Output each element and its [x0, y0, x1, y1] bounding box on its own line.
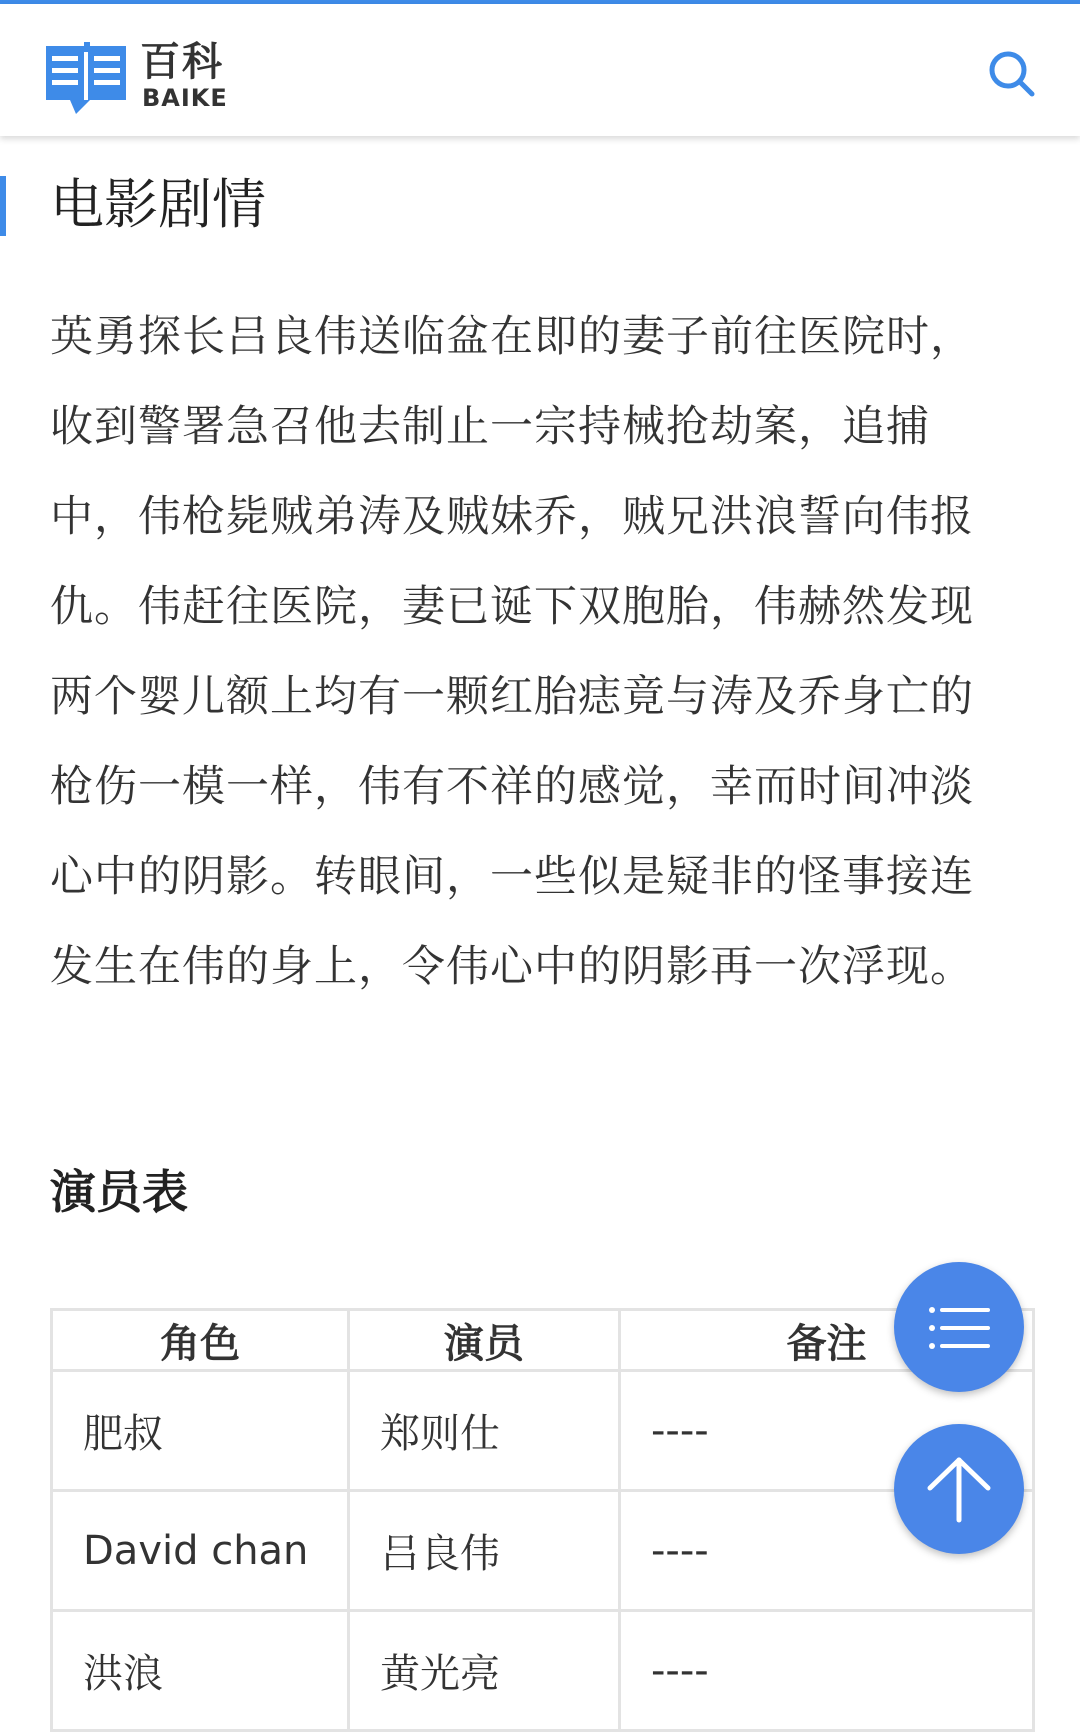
- column-header-role: 角色: [52, 1310, 349, 1371]
- actor-cell: 吕良伟: [349, 1491, 620, 1611]
- role-cell: 洪浪: [52, 1611, 349, 1731]
- logo-text-en: BAIKE: [142, 84, 228, 112]
- actor-cell: 郑则仕: [349, 1371, 620, 1491]
- note-cell: ----: [620, 1491, 1034, 1611]
- back-to-top-button[interactable]: [894, 1424, 1024, 1554]
- table-header-row: [52, 1310, 1034, 1371]
- note-cell: ----: [620, 1611, 1034, 1731]
- baike-logo[interactable]: [46, 39, 246, 122]
- table-row: [52, 1371, 1034, 1491]
- contents-menu-button[interactable]: [894, 1262, 1024, 1392]
- role-cell: David chan: [52, 1491, 349, 1611]
- arrow-up-icon: [894, 1424, 1024, 1554]
- note-cell: ----: [620, 1371, 1034, 1491]
- cast-heading: 演员表: [50, 1165, 188, 1219]
- column-header-actor: 演员: [349, 1310, 620, 1371]
- menu-list-icon: [894, 1262, 1024, 1392]
- plot-paragraph: 英勇探长吕良伟送临盆在即的妻子前往医院时，收到警署急召他去制止一宗持械抢劫案，追捕中，伟枪毙贼弟涛及贼妹乔，贼兄洪浪誓向伟报仇。伟赶往医院，妻已诞下双胞胎，伟赫然发现两个婴儿额上均有一颗红胎痣竟与涛及乔身亡的枪伤一模一样，伟有不祥的感觉，幸而时间冲淡心中的阴影。转眼间，一些似是疑非的怪事接连发生在伟的身上，令伟心中的阴影再一次浮现。: [50, 312, 974, 992]
- actor-cell: 黄光亮: [349, 1611, 620, 1731]
- top-header: [0, 4, 1080, 136]
- search-button[interactable]: [984, 46, 1040, 102]
- section-title-marker: [0, 176, 6, 236]
- search-icon: [984, 46, 1040, 102]
- logo-text-cn: 百科: [140, 39, 224, 85]
- table-row: [52, 1491, 1034, 1611]
- cast-table: [50, 1308, 1035, 1732]
- section-title: 电影剧情: [50, 173, 266, 236]
- table-row: [52, 1611, 1034, 1731]
- baike-book-icon: [46, 42, 130, 120]
- column-header-note: 备注: [620, 1310, 1034, 1371]
- role-cell: 肥叔: [52, 1371, 349, 1491]
